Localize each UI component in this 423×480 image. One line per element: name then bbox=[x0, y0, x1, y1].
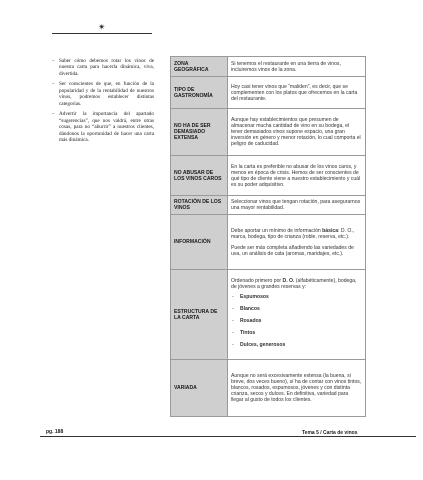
footer-divider bbox=[40, 436, 416, 437]
structure-text: Ordenado primero por bbox=[231, 278, 283, 284]
row-value: Aunque no será excesivamente extensa (la buena, si breve, dos veces bueno), sí ha de contar con vinos tintos, blancos, rosados, espumosos, jóvenes y con distinta crianza, secos y dulces. En definitiva, variedad para llegar al gusto de todos los clientes. bbox=[228, 360, 366, 417]
ornament-icon: ✴ bbox=[98, 23, 106, 33]
table-row bbox=[171, 196, 366, 215]
row-value: Aunque hay establecimientos que presumen de almacenar mucha cantidad de vino en su bodega, el tener demasiados vinos supone espacio, una gran inversión en género y menor rotación, lo cual comporta el peligro de caducidad. bbox=[228, 109, 366, 156]
row-key: TIPO DE GASTRONOMÍA bbox=[171, 77, 228, 109]
row-value: Seleccionar vinos que tengan rotación, para asegurarnos una mayor rentabilidad. bbox=[228, 196, 366, 215]
row-value: Hoy casi tener vinos que “maliden”, es decir, que se complementen con los platos que ofrecemos en la carta del restaurante. bbox=[228, 77, 366, 109]
page-number: pg. 188 bbox=[46, 429, 64, 435]
row-key: VARIADA bbox=[171, 360, 228, 417]
info-text: Debe aportar un mínimo de información bbox=[231, 227, 323, 234]
section-title: Tema 5 / Carta de vinos bbox=[302, 430, 358, 436]
list-item: - Dulces, generosos bbox=[231, 339, 362, 351]
table-row bbox=[171, 360, 366, 417]
table-row bbox=[171, 270, 366, 360]
table-row bbox=[171, 215, 366, 270]
table-row bbox=[171, 77, 366, 109]
table-row bbox=[171, 156, 366, 196]
row-key: ZONA GEOGRÁFICA bbox=[171, 57, 228, 77]
row-value bbox=[228, 215, 366, 270]
row-key: INFORMACIÓN bbox=[171, 215, 228, 270]
list-item: - Rosados bbox=[231, 315, 362, 327]
table-row bbox=[171, 109, 366, 156]
list-item: – Saber cómo debemos rotar los vinos de nuestra carta para hacerla dinámica, viva, divertida. bbox=[52, 58, 154, 77]
structure-text: (alfabéticamente), bodega, de jóvenes a grandes reservas y: bbox=[231, 278, 357, 290]
list-item: - Tintos bbox=[231, 327, 362, 339]
row-key: ESTRUCTURA DE LA CARTA bbox=[171, 270, 228, 360]
table-row bbox=[171, 57, 366, 77]
list-item: - Espumosos bbox=[231, 291, 362, 303]
wine-list-criteria-table bbox=[170, 56, 366, 417]
row-value: Si tenemos el restaurante en una tierra de vinos, incluiremos vinos de la zona. bbox=[228, 57, 366, 77]
list-item: – Advertir la importancia del apartado “sugerencias”, que nos valdrá, entre otras cosas, para no “aburrir” a nuestros clientes, dándonos la oportunidad de hacer una carta más dinámica. bbox=[52, 111, 154, 143]
info-extended: Puede ser más completa añadiendo las variedades de uva, un análisis de cata (aromas, maridajes, etc.). bbox=[231, 244, 354, 257]
structure-intro bbox=[231, 278, 362, 290]
info-bold: básica bbox=[322, 227, 339, 234]
wine-type-list bbox=[231, 291, 362, 351]
row-value bbox=[228, 270, 366, 360]
list-item: – Ser conscientes de que, en función de la popularidad y de la rentabilidad de nuestros vinos, podremos establecer distintas categorías. bbox=[52, 81, 154, 107]
top-divider bbox=[52, 33, 152, 34]
objectives-list bbox=[52, 58, 154, 147]
info-basic bbox=[231, 228, 362, 240]
info-text: : D. O., marca, bodega, tipo de crianza (roble, reserva, etc.). bbox=[231, 227, 355, 240]
structure-bold: D. O. bbox=[282, 278, 295, 284]
row-key: NO HA DE SER DEMASIADO EXTENSA bbox=[171, 109, 228, 156]
row-key: ROTACIÓN DE LOS VINOS bbox=[171, 196, 228, 215]
row-value: En la carta es preferible no abusar de los vinos caros, y menos en época de crisis. Hemos de ser conscientes de qué tipo de cliente viene a nuestro establecimiento y cuál es su poder adquisitivo. bbox=[228, 156, 366, 196]
row-key: NO ABUSAR DE LOS VINOS CAROS bbox=[171, 156, 228, 196]
list-item: - Blancos bbox=[231, 303, 362, 315]
